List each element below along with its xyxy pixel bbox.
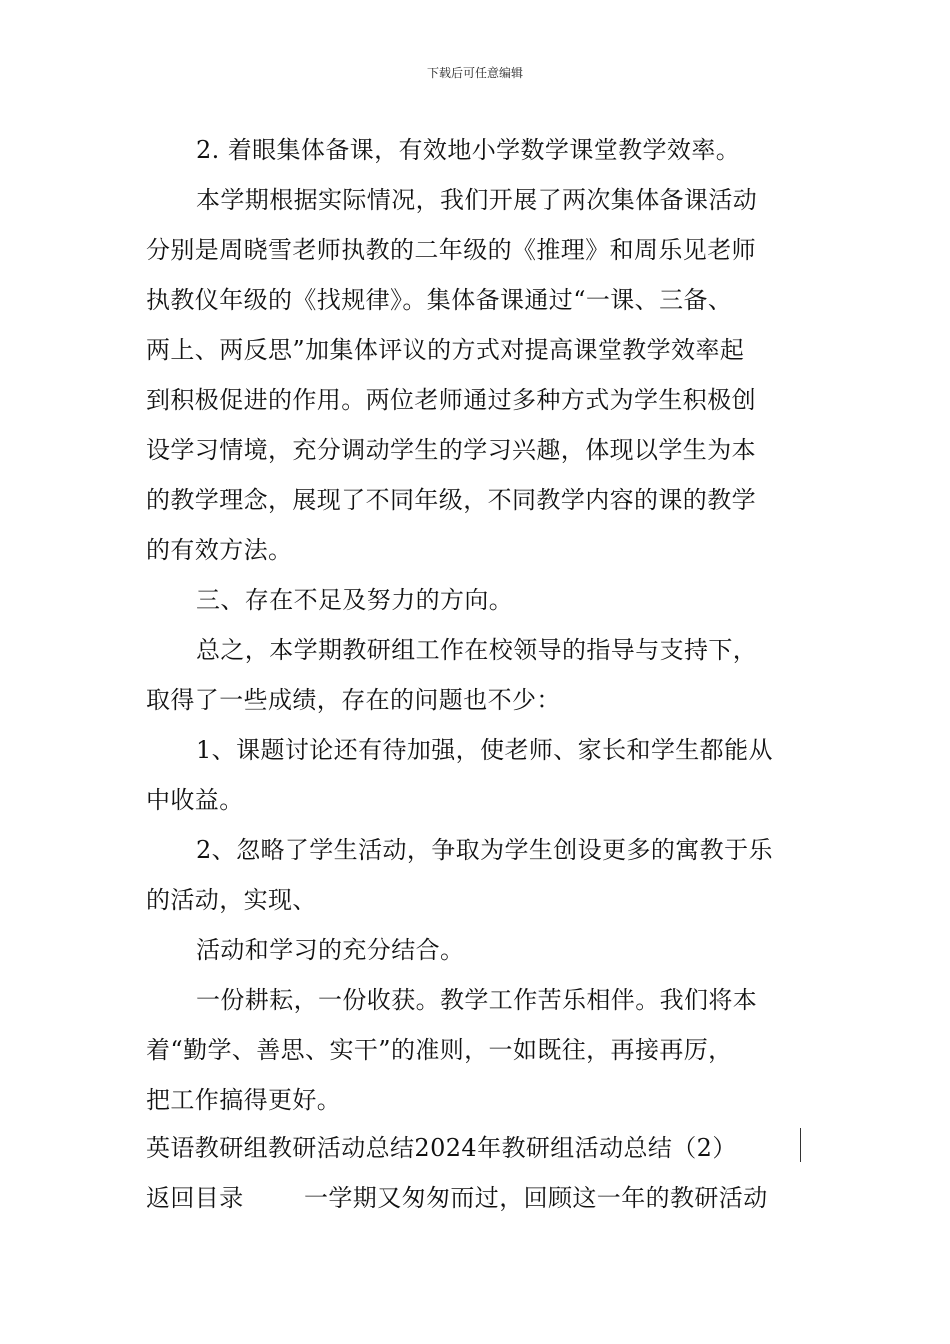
- paragraph-line: 总之，本学期教研组工作在校领导的指导与支持下，: [196, 636, 758, 664]
- paragraph-line: 设学习情境，充分调动学生的学习兴趣，体现以学生为本: [146, 436, 756, 464]
- list-item-continuation: 中收益。: [146, 786, 244, 814]
- paragraph-line: 的有效方法。: [146, 536, 293, 564]
- section-heading: 三、存在不足及努力的方向。: [196, 586, 514, 614]
- paragraph-line: 取得了一些成绩，存在的问题也不少：: [146, 686, 561, 714]
- next-article-title: 英语教研组教研活动总结2024年教研组活动总结（2）: [146, 1134, 737, 1162]
- paragraph-line: 本学期根据实际情况，我们开展了两次集体备课活动: [196, 186, 758, 214]
- back-to-contents-link[interactable]: 返回目录: [146, 1184, 244, 1212]
- page-header: 下载后可任意编辑: [426, 66, 523, 80]
- paragraph-line: 执教仪年级的《找规律》。集体备课通过“一课、三备、: [146, 286, 733, 314]
- list-item-continuation: 活动和学习的充分结合。: [196, 936, 465, 964]
- paragraph-line: 的教学理念，展现了不同年级，不同教学内容的课的教学: [146, 486, 756, 514]
- next-article-intro: 一学期又匆匆而过，回顾这一年的教研活动: [304, 1184, 768, 1212]
- vertical-divider: [800, 1128, 801, 1162]
- paragraph-line: 到积极促进的作用。两位老师通过多种方式为学生积极创: [146, 386, 756, 414]
- paragraph-line: 分别是周晓雪老师执教的二年级的《推理》和周乐见老师: [146, 236, 756, 264]
- paragraph-line: 两上、两反思”加集体评议的方式对提高课堂教学效率起: [146, 336, 745, 364]
- paragraph-line: 一份耕耘，一份收获。教学工作苦乐相伴。我们将本: [196, 986, 758, 1014]
- paragraph-line: 2. 着眼集体备课，有效地小学数学课堂教学效率。: [196, 136, 741, 164]
- paragraph-line: 着“勤学、善思、实干”的准则，一如既往，再接再厉，: [146, 1036, 733, 1064]
- list-item: 2、忽略了学生活动，争取为学生创设更多的寓教于乐: [196, 836, 773, 864]
- list-item-continuation: 的活动，实现、: [146, 886, 317, 914]
- paragraph-line: 把工作搞得更好。: [146, 1086, 342, 1114]
- list-item: 1、课题讨论还有待加强，使老师、家长和学生都能从: [196, 736, 773, 764]
